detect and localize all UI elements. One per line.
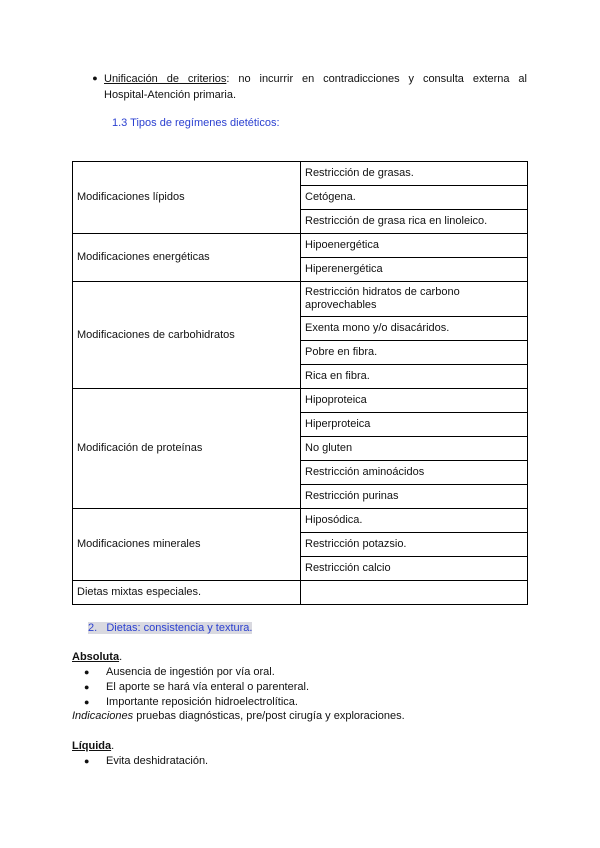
item-cell: Pobre en fibra. (301, 341, 528, 365)
item-cell: Restricción purinas (301, 485, 528, 509)
table-row (73, 581, 528, 605)
table-row (73, 234, 528, 258)
indications-text: pruebas diagnósticas, pre/post cirugía y exploraciones. (133, 710, 405, 722)
absoluta-list (84, 665, 309, 710)
list-item (84, 754, 208, 769)
intro-term: Unificación de criterios (104, 73, 227, 85)
item-cell: Rica en fibra. (301, 365, 528, 389)
bullet-icon: ● (84, 756, 90, 766)
item-cell: No gluten (301, 437, 528, 461)
indications-label: Indicaciones (72, 710, 134, 722)
item-cell: Restricción de grasas. (301, 162, 528, 186)
item-cell: Restricción aminoácidos (301, 461, 528, 485)
item-cell: Restricción de grasa rica en linoleico. (301, 210, 528, 234)
list-item (84, 665, 309, 680)
bullet-icon: ● (84, 697, 90, 707)
item-cell: Hiposódica. (301, 509, 528, 533)
category-cell: Modificaciones energéticas (73, 234, 301, 282)
category-cell: Modificaciones de carbohidratos (73, 282, 301, 389)
intro-line-1 (104, 71, 527, 87)
liquida-title: Líquida (72, 740, 112, 752)
bullet-icon: ● (84, 682, 90, 692)
absoluta-indications (72, 710, 405, 722)
intro-line-2: Hospital-Atención primaria. (104, 89, 237, 101)
item-cell: Exenta mono y/o disacáridos. (301, 317, 528, 341)
item-cell: Cetógena. (301, 186, 528, 210)
table-row (73, 389, 528, 413)
section-2-title: Dietas: consistencia y textura. (106, 622, 253, 634)
bullet-icon: ● (84, 667, 90, 677)
absoluta-heading: Absoluta. (72, 651, 123, 663)
intro-text-1: : no incurrir en contradicciones y consulta externa al (226, 73, 527, 85)
category-cell: Modificaciones minerales (73, 509, 301, 581)
absoluta-title: Absoluta (72, 651, 120, 663)
list-item (84, 695, 309, 710)
list-item-text: Ausencia de ingestión por vía oral. (106, 666, 275, 678)
category-cell: Modificación de proteínas (73, 389, 301, 509)
category-cell: Modificaciones lípidos (73, 162, 301, 234)
item-cell: Hipoproteica (301, 389, 528, 413)
category-cell: Dietas mixtas especiales. (73, 581, 301, 605)
liquida-heading: Líquida. (72, 740, 115, 752)
list-item-text: Importante reposición hidroelectrolítica. (106, 696, 298, 708)
table-row (73, 509, 528, 533)
item-cell: Hipoenergética (301, 234, 528, 258)
item-cell (301, 581, 528, 605)
item-cell: Restricción potazsio. (301, 533, 528, 557)
item-cell: Restricción hidratos de carbono aprovechables (301, 282, 528, 317)
subheading: 1.3 Tipos de regímenes dietéticos: (112, 117, 280, 129)
item-cell: Hiperproteica (301, 413, 528, 437)
list-item-text: El aporte se hará vía enteral o parenteral. (106, 681, 310, 693)
liquida-list (84, 754, 208, 769)
diet-types-table (72, 161, 528, 605)
table-row (73, 282, 528, 317)
table-row (73, 162, 528, 186)
item-cell: Restricción calcio (301, 557, 528, 581)
intro-bullet (86, 71, 527, 103)
list-item (84, 680, 309, 695)
section-2-heading (88, 621, 252, 636)
bullet-icon: ● (92, 73, 98, 83)
list-item-text: Evita deshidratación. (106, 755, 209, 767)
section-2-number: 2. (88, 622, 98, 634)
item-cell: Hiperenergética (301, 258, 528, 282)
